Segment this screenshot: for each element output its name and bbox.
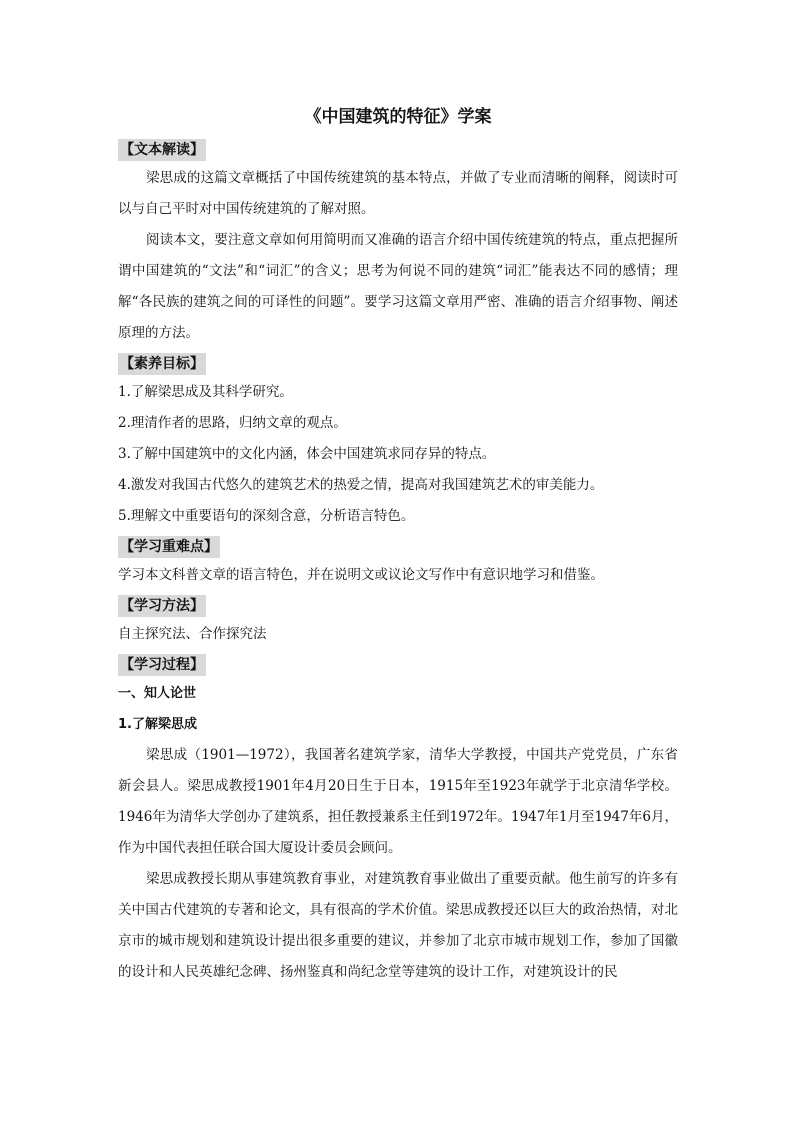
list-item: 4.激发对我国古代悠久的建筑艺术的热爱之情，提高对我国建筑艺术的审美能力。 (118, 477, 604, 493)
section-heading-wenben: 【文本解读】 (118, 139, 206, 161)
paragraph: 学习本文科普文章的语言特色，并在说明文或议论文写作中有意识地学习和借鉴。 (118, 567, 604, 583)
section-heading-guocheng: 【学习过程】 (118, 654, 206, 676)
list-item: 1.了解梁思成及其科学研究。 (118, 384, 293, 400)
paragraph: 梁思成（1901—1972），我国著名建筑学家，清华大学教授，中国共产党党员，广东省新会县人。梁思成教授1901年4月20日生于日本，1915年至1923年就学于北京清华学校。1946年为清华大学创办了建筑系，担任教授兼系主任到1972年。1947年1月至1947年6月，作为中国代表担任联合国大厦设计委员会顾问。 (118, 747, 678, 856)
list-item: 5.理解文中重要语句的深刻含意，分析语言特色。 (118, 508, 415, 524)
list-item: 2.理清作者的思路，归纳文章的观点。 (118, 415, 347, 431)
section-heading-row (118, 591, 678, 619)
paragraph: 自主探究法、合作探究法 (118, 626, 267, 642)
section-heading-row (118, 532, 678, 560)
document-title: 《中国建筑的特征》学案 (304, 107, 492, 127)
list-item: 3.了解中国建筑中的文化内涵，体会中国建筑求同存异的特点。 (118, 446, 496, 462)
section-heading-row (118, 650, 678, 678)
section-heading-suyang: 【素养目标】 (118, 353, 206, 375)
section-heading-fangfa: 【学习方法】 (118, 595, 206, 617)
section-heading-row (118, 135, 678, 163)
paragraph: 梁思成教授长期从事建筑教育事业，对建筑教育事业做出了重要贡献。他生前写的许多有关中国古代建筑的专著和论文，具有很高的学术价值。梁思成教授还以巨大的政治热情，对北京市的城市规划和建筑设计提出很多重要的建议，并参加了北京市城市规划工作，参加了国徽的设计和人民英雄纪念碑、扬州鉴真和尚纪念堂等建筑的设计工作，对建筑设计的民 (118, 871, 678, 980)
document-page (118, 100, 678, 988)
goal-list (118, 377, 678, 532)
paragraph: 梁思成的这篇文章概括了中国传统建筑的基本特点，并做了专业而清晰的阐释，阅读时可以与自己平时对中国传统建筑的了解对照。 (118, 170, 678, 217)
part-heading: 一、知人论世 (118, 686, 197, 701)
sub-heading: 1.了解梁思成 (118, 717, 197, 732)
paragraph: 阅读本文，要注意文章如何用简明而又准确的语言介绍中国传统建筑的特点，重点把握所谓中国建筑的“文法”和“词汇”的含义；思考为何说不同的建筑“词汇”能表达不同的感情；理解“各民族的建筑之间的可译性的问题”。要学习这篇文章用严密、准确的语言介绍事物、阐述原理的方法。 (118, 232, 678, 341)
section-heading-zhongnan: 【学习重难点】 (118, 536, 220, 558)
section-heading-row (118, 349, 678, 377)
